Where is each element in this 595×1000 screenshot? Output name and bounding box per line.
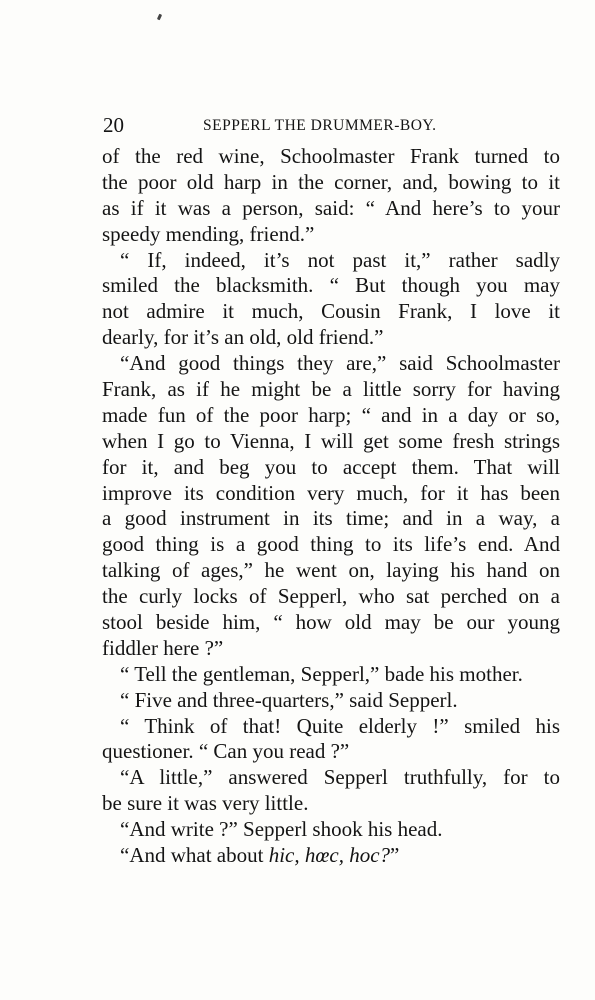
text-line: questioner. “ Can you read ?” (102, 739, 350, 764)
text-line: “A little,” answered Sepperl truthfully, for to (120, 765, 560, 790)
text-line: as if it was a person, said: “ And here’s to your (102, 195, 560, 220)
text-line: made fun of the poor harp; “ and in a day or so, (102, 402, 560, 427)
text-line: talking of ages,” he went on, laying his hand on (102, 558, 560, 583)
body-text (102, 144, 560, 869)
text-line: good thing is a good thing to its life’s end. And (102, 532, 560, 557)
text-line: smiled the blacksmith. “ But though you may (102, 273, 560, 298)
final-line-prefix: “And what about (120, 843, 269, 868)
text-line: when I go to Vienna, I will get some fresh strings (102, 428, 560, 453)
text-line-final (102, 843, 560, 869)
text-line: not admire it much, Cousin Frank, I love it (102, 299, 560, 324)
text-line: Frank, as if he might be a little sorry for having (102, 377, 560, 402)
text-line: of the red wine, Schoolmaster Frank turned to (102, 144, 560, 168)
text-line: the poor old harp in the corner, and, bowing to it (102, 169, 560, 194)
page-number: 20 (103, 113, 124, 137)
text-line: stool beside him, “ how old may be our young (102, 610, 560, 635)
latin-phrase: hic, hœc, hoc? (268, 843, 391, 868)
text-line: “ If, indeed, it’s not past it,” rather sadly (120, 247, 560, 272)
text-line: “ Five and three-quarters,” said Sepperl. (120, 687, 458, 712)
text-line: “ Think of that! Quite elderly !” smiled his (120, 713, 560, 738)
text-line: for it, and beg you to accept them. That will (102, 454, 560, 479)
running-title: SEPPERL THE DRUMMER-BOY. (203, 117, 437, 134)
page-header (103, 113, 460, 137)
text-line: “ Tell the gentleman, Sepperl,” bade his mother. (120, 661, 523, 686)
text-line: improve its condition very much, for it has been (102, 480, 560, 505)
text-line: a good instrument in its time; and in a way, a (102, 506, 560, 531)
final-line-suffix: ” (390, 843, 400, 868)
text-line: “And write ?” Sepperl shook his head. (120, 817, 443, 842)
text-line: be sure it was very little. (102, 791, 309, 816)
print-speck (157, 14, 162, 21)
text-line: dearly, for it’s an old, old friend.” (102, 325, 384, 350)
text-line: speedy mending, friend.” (102, 221, 315, 246)
text-line: the curly locks of Sepperl, who sat perched on a (102, 584, 560, 609)
text-line: fiddler here ?” (102, 635, 224, 660)
text-line: “And good things they are,” said Schoolmaster (120, 351, 560, 376)
